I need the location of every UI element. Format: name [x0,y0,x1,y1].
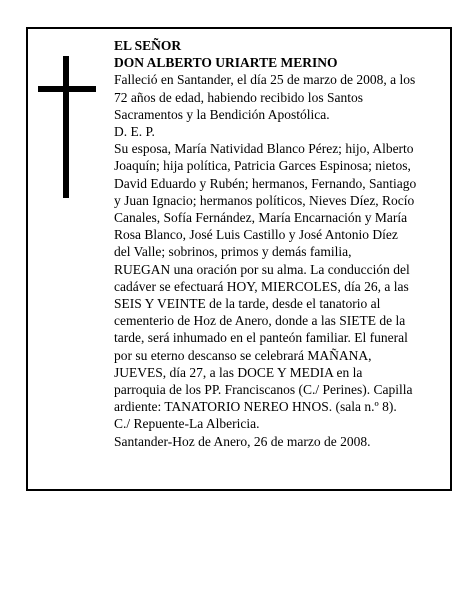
body-line: parroquia de los PP. Franciscanos (C./ Perines). Capilla [114,382,413,398]
body-line: SEIS Y VEINTE de la tarde, desde el tanatorio al [114,296,381,312]
body-line: C./ Repuente-La Albericia. [114,416,260,432]
body-line: Canales, Sofía Fernández, María Encarnación y María [114,210,408,226]
place-date-line: Santander-Hoz de Anero, 26 de marzo de 2008. [114,433,371,449]
body-line: por su eterno descanso se celebrará MAÑANA, [114,347,372,363]
body-line: Falleció en Santander, el día 25 de marzo de 2008, a los [114,72,416,88]
body-line: Rosa Blanco, José Luis Castillo y José Antonio Díez [114,227,398,243]
cross-icon [38,56,96,198]
body-line: ardiente: TANATORIO NEREO HNOS. (sala n.º 8). [114,399,397,415]
body-line: tarde, será inhumado en el panteón familiar. El funeral [114,330,408,346]
body-line: del Valle; sobrinos, primos y demás familia, [114,244,352,260]
body-line: 72 años de edad, habiendo recibido los Santos [114,89,363,105]
deceased-name: DON ALBERTO URIARTE MERINO [114,55,338,71]
cross-vertical-bar [63,56,69,198]
body-line: cadáver se efectuará HOY, MIERCOLES, día 26, a las [114,278,409,294]
obituary-text [114,37,444,450]
body-line: Su esposa, María Natividad Blanco Pérez; hijo, Alberto [114,141,414,157]
body-line: y Juan Ignacio; hermanos políticos, Nieves Díez, Rocío [114,192,415,208]
body-line: JUEVES, día 27, a las DOCE Y MEDIA en la [114,364,363,380]
body-line: Sacramentos y la Bendición Apostólica. [114,106,330,122]
title-line: EL SEÑOR [114,38,182,53]
body-line: Joaquín; hija política, Patricia Garces Espinosa; nietos, [114,158,411,174]
body-line: RUEGAN una oración por su alma. La conducción del [114,261,410,277]
body-line: cementerio de Hoz de Anero, donde a las SIETE de la [114,313,406,329]
cross-horizontal-bar [38,86,96,92]
dep-line: D. E. P. [114,124,155,140]
body-line: David Eduardo y Rubén; hermanos, Fernando, Santiago [114,175,417,191]
